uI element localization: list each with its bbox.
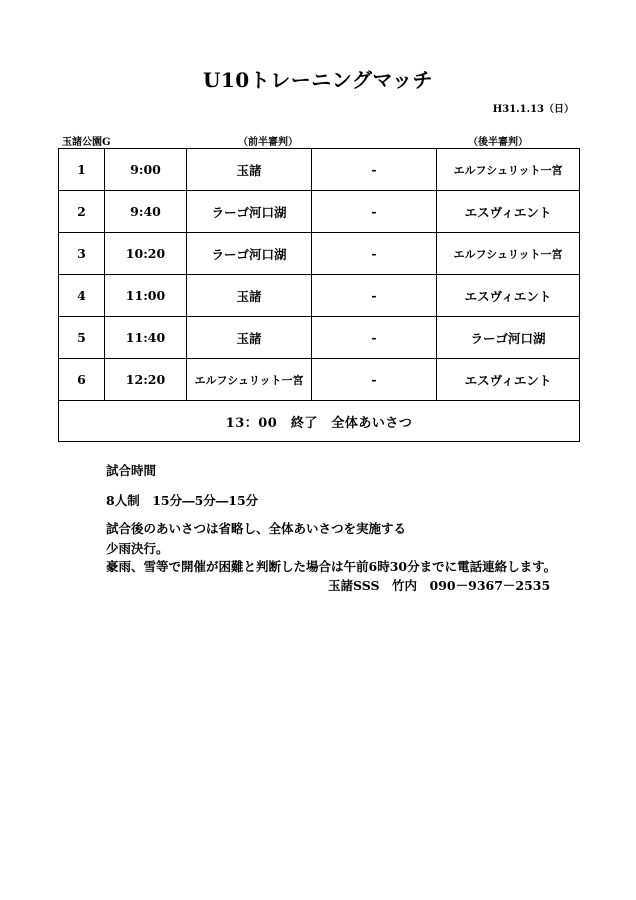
contact-info: 玉諸SSS 竹内 090－9367－2535 <box>328 578 551 593</box>
versus-mark: - <box>312 275 437 317</box>
table-row <box>59 317 580 359</box>
team-a: 玉諸 <box>187 317 312 359</box>
table-row <box>59 191 580 233</box>
versus-mark: - <box>312 191 437 233</box>
team-a: エルフシュリット一宮 <box>187 359 312 401</box>
match-number: 3 <box>59 233 105 275</box>
match-time: 9:40 <box>105 191 187 233</box>
versus-mark: - <box>312 359 437 401</box>
team-b: エルフシュリット一宮 <box>437 233 580 275</box>
greeting-note: 試合後のあいさつは省略し、全体あいさつを実施する <box>106 521 407 536</box>
match-time: 10:20 <box>105 233 187 275</box>
versus-mark: - <box>312 317 437 359</box>
table-row <box>59 275 580 317</box>
team-a: ラーゴ河口湖 <box>187 233 312 275</box>
notes-heading: 試合時間 <box>106 463 157 478</box>
team-a: 玉諸 <box>187 275 312 317</box>
team-b: エスヴィエント <box>437 191 580 233</box>
closing-row <box>59 401 580 442</box>
schedule-table <box>58 148 580 442</box>
match-number: 4 <box>59 275 105 317</box>
match-time: 11:40 <box>105 317 187 359</box>
team-a: 玉諸 <box>187 149 312 191</box>
match-time: 12:20 <box>105 359 187 401</box>
table-row <box>59 359 580 401</box>
closing-ceremony-text: 13：00 終了 全体あいさつ <box>59 401 580 442</box>
document-date: H31.1.13（日） <box>492 104 574 115</box>
team-a: ラーゴ河口湖 <box>187 191 312 233</box>
table-row <box>59 233 580 275</box>
versus-mark: - <box>312 233 437 275</box>
match-number: 1 <box>59 149 105 191</box>
table-row <box>59 149 580 191</box>
document-title: U10トレーニングマッチ <box>202 68 434 92</box>
second-half-referee-header: （後半審判） <box>468 137 528 148</box>
cancellation-note: 豪雨、雪等で開催が困難と判断した場合は午前6時30分までに電話連絡します。 <box>106 559 557 574</box>
match-time: 11:00 <box>105 275 187 317</box>
team-b: エスヴィエント <box>437 275 580 317</box>
match-number: 5 <box>59 317 105 359</box>
first-half-referee-header: （前半審判） <box>238 137 298 148</box>
team-b: エルフシュリット一宮 <box>437 149 580 191</box>
team-b: エスヴィエント <box>437 359 580 401</box>
venue-label: 玉諸公園G <box>62 137 111 148</box>
match-number: 6 <box>59 359 105 401</box>
rain-note: 少雨決行。 <box>106 541 169 556</box>
match-number: 2 <box>59 191 105 233</box>
match-time: 9:00 <box>105 149 187 191</box>
match-format: 8人制 15分―5分―15分 <box>106 493 259 508</box>
versus-mark: - <box>312 149 437 191</box>
team-b: ラーゴ河口湖 <box>437 317 580 359</box>
